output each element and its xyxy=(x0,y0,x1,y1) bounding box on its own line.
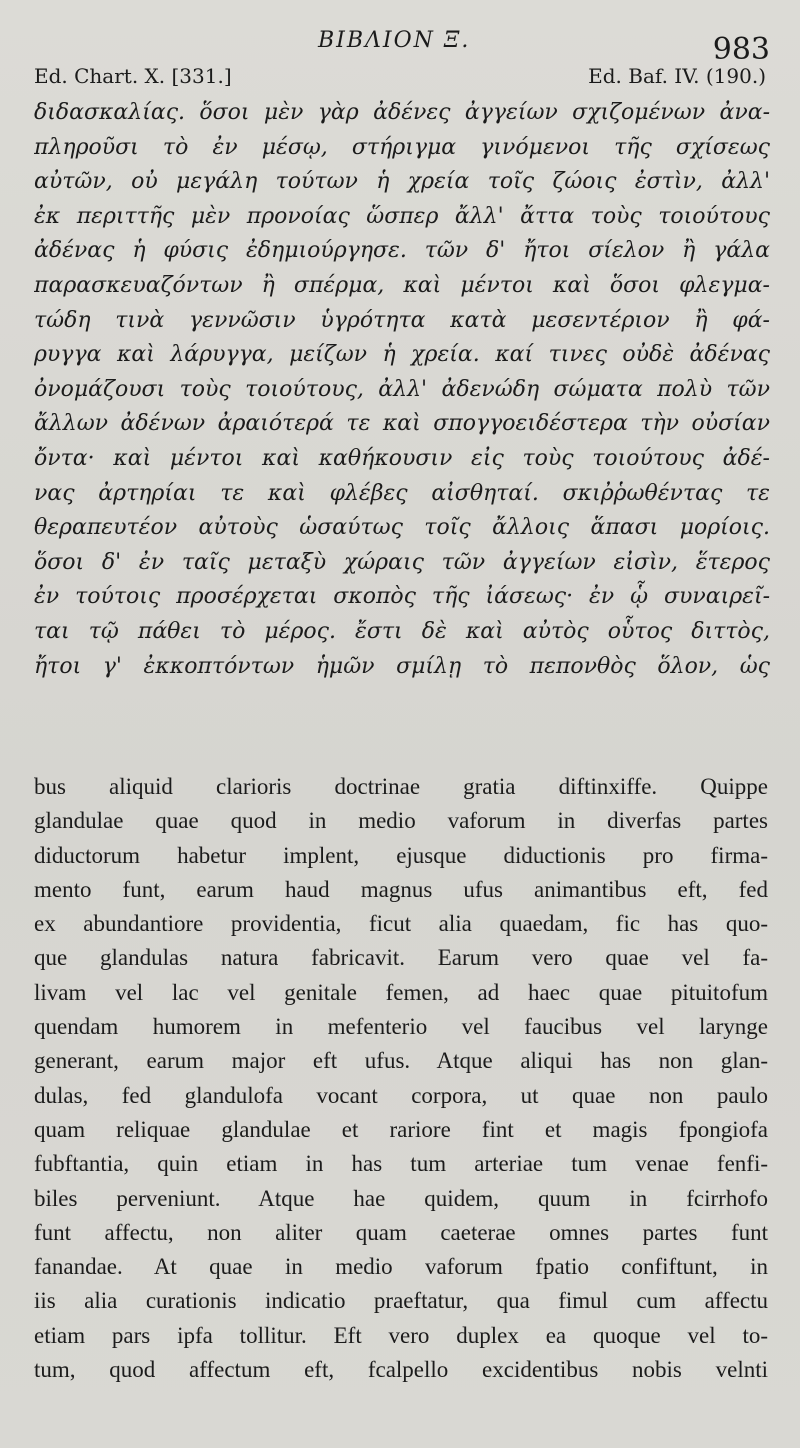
latin-text-line: generant, earum major eft ufus. Atque aliqui has non glan- xyxy=(34,1048,768,1074)
greek-text-line: τώδη τινὰ γεννῶσιν ὑγρότητα κατὰ μεσεντέριον ἢ φά- xyxy=(34,307,770,333)
latin-text-line: fubftantia, quin etiam in has tum arteriae tum venae fenfi- xyxy=(34,1151,768,1177)
edition-chart-reference: Ed. Chart. X. [331.] xyxy=(34,64,232,88)
page-number: 983 xyxy=(712,32,770,67)
latin-text-line: que glandulas natura fabricavit. Earum vero quae vel fa- xyxy=(34,945,768,971)
greek-text-line: ἤτοι γ' ἐκκοπτόντων ἡμῶν σμίλῃ τὸ πεπονθὸς ὅλον, ὡς xyxy=(34,653,770,679)
greek-text-line: αὐτῶν, οὐ μεγάλη τούτων ἡ χρεία τοῖς ζώοις ἐστὶν, ἀλλ' xyxy=(34,169,770,195)
latin-text-line: quam reliquae glandulae et rariore fint et magis fpongiofa xyxy=(34,1116,768,1142)
greek-text-line: ὄντα· καὶ μέντοι καὶ καθήκουσιν εἰς τοὺς τοιούτους ἀδέ- xyxy=(34,445,770,471)
latin-text-line: glandulae quae quod in medio vaforum in diverfas partes xyxy=(34,808,768,834)
latin-text-line: bus aliquid clarioris doctrinae gratia diftinxiffe. Quippe xyxy=(34,774,768,799)
greek-text-line: ὅσοι δ' ἐν ταῖς μεταξὺ χώραις τῶν ἀγγείων εἰσὶν, ἕτερος xyxy=(34,549,770,575)
greek-text-line: ρυγγα καὶ λάρυγγα, μείζων ἡ χρεία. καί τινες οὐδὲ ἀδένας xyxy=(34,342,770,368)
greek-text-line: παρασκευαζόντων ἢ σπέρμα, καὶ μέντοι καὶ ὅσοι φλεγμα- xyxy=(34,272,770,298)
latin-text-line: ex abundantiore providentia, ficut alia quaedam, fic has quo- xyxy=(34,911,768,937)
latin-text-line: tum, quod affectum eft, fcalpello excidentibus nobis velnti xyxy=(34,1357,768,1383)
greek-text-line: ὀνομάζουσι τοὺς τοιούτους, ἀλλ' ἀδενώδη σώματα πολὺ τῶν xyxy=(34,376,770,402)
edition-reference-line xyxy=(30,64,766,94)
greek-text-line: πληροῦσι τὸ ἐν μέσῳ, στήριγμα γινόμενοι τῆς σχίσεως xyxy=(34,134,770,160)
latin-text-line: biles perveniunt. Atque hae quidem, quum in fcirrhofo xyxy=(34,1185,768,1211)
latin-text-line: iis alia curationis indicatio praeftatur, qua fimul cum affectu xyxy=(34,1288,768,1314)
latin-text-line: diductorum habetur implent, ejusque diductionis pro firma- xyxy=(34,842,768,868)
greek-text-line: ἐν τούτοις προσέρχεται σκοπὸς τῆς ἰάσεως· ἐν ᾧ συναιρεῖ- xyxy=(34,584,770,610)
latin-text-line: livam vel lac vel genitale femen, ad haec quae pituitofum xyxy=(34,979,768,1005)
greek-text-line: διδασκαλίας. ὅσοι μὲν γὰρ ἀδένες ἀγγείων σχιζομένων ἀνα- xyxy=(34,100,770,125)
greek-text-line: ται τῷ πάθει τὸ μέρος. ἔστι δὲ καὶ αὐτὸς οὗτος διττὸς, xyxy=(34,618,770,644)
latin-text-line: mento funt, earum haud magnus ufus animantibus eft, fed xyxy=(34,876,768,902)
latin-text-line: dulas, fed glandulofa vocant corpora, ut quae non paulo xyxy=(34,1082,768,1108)
greek-text-line: θεραπευτέον αὐτοὺς ὡσαύτως τοῖς ἄλλοις ἅπασι μορίοις. xyxy=(34,515,770,541)
greek-text-line: ἀδένας ἡ φύσις ἐδημιούργησε. τῶν δ' ἤτοι σίελον ἢ γάλα xyxy=(34,238,770,264)
book-title: ΒΙΒΛΙΟΝ Ξ. xyxy=(318,28,471,53)
latin-text-line: funt affectu, non aliter quam caeterae omnes partes funt xyxy=(34,1219,768,1245)
latin-text-line: etiam pars ipfa tollitur. Eft vero duplex ea quoque vel to- xyxy=(34,1322,768,1348)
greek-text-block xyxy=(34,96,770,684)
latin-text-line: fanandae. At quae in medio vaforum fpatio confiftunt, in xyxy=(34,1254,768,1280)
running-head xyxy=(0,26,800,67)
latin-text-line: quendam humorem in mefenterio vel faucibus vel larynge xyxy=(34,1014,768,1040)
greek-text-line: ἄλλων ἀδένων ἀραιότερά τε καὶ σπογγοειδέστερα τὴν οὐσίαν xyxy=(34,411,770,437)
greek-text-line: ἐκ περιττῆς μὲν προνοίας ὥσπερ ἄλλ' ἄττα τοὺς τοιούτους xyxy=(34,203,770,229)
latin-text-block xyxy=(34,770,768,1387)
edition-basel-reference: Ed. Baf. IV. (190.) xyxy=(588,64,766,88)
greek-text-line: νας ἀρτηρίαι τε καὶ φλέβες αἰσθηταί. σκιῤῥωθέντας τε xyxy=(34,480,770,506)
